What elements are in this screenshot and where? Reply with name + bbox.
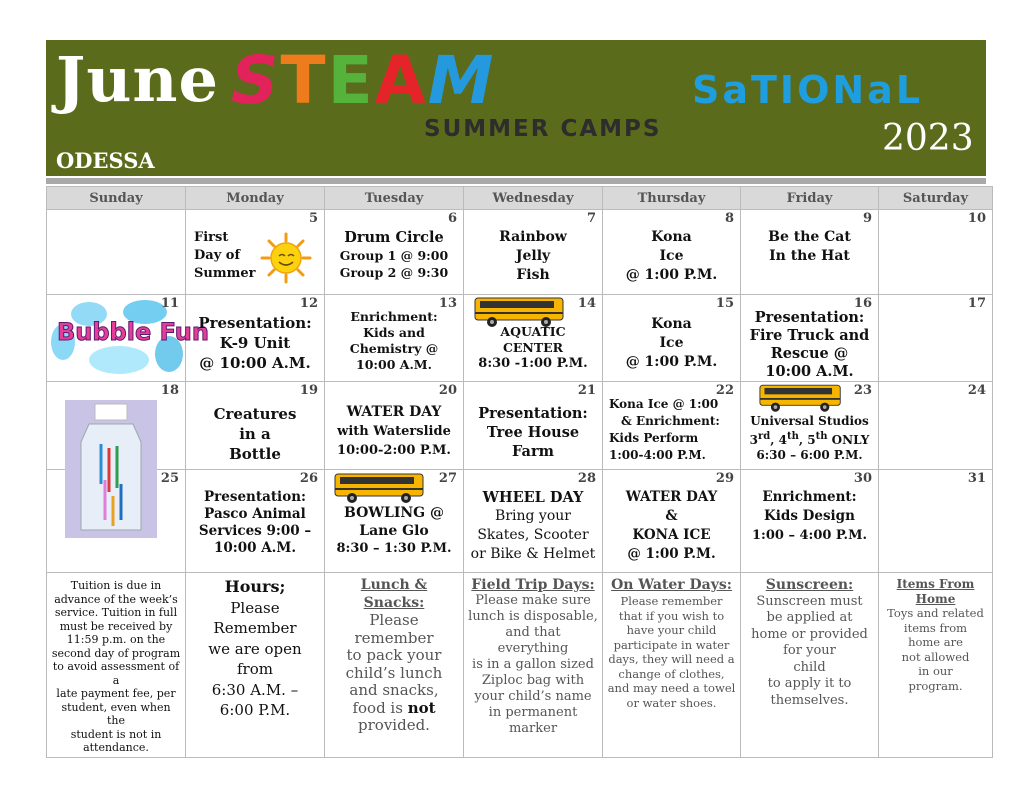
month-title: June	[56, 43, 219, 116]
note-line: in permanent	[488, 705, 578, 720]
event-line: Services 9:00 –	[198, 523, 312, 539]
day-number: 20	[438, 383, 457, 398]
event-line: Presentation:	[478, 405, 588, 422]
note-line: or water shoes.	[626, 695, 717, 710]
day-cell-5	[186, 210, 325, 295]
event-line: Lane Glo	[359, 523, 429, 539]
event-line: Drum Circle	[344, 229, 444, 246]
note-line: and that everything	[497, 625, 569, 656]
event-line: Kids and	[363, 325, 425, 340]
note-line: have your child	[626, 623, 717, 637]
day-cell-17	[879, 295, 993, 382]
week-row-2	[47, 295, 993, 382]
year-label: 2023	[882, 118, 974, 159]
event-drum-circle	[325, 228, 463, 281]
event-line: @ 10:00 A.M.	[199, 354, 311, 372]
note-line: items from	[903, 620, 968, 635]
calendar-grid	[46, 186, 993, 758]
weekday-sunday: Sunday	[47, 187, 186, 210]
event-line: Ice	[659, 335, 684, 351]
day-cell-7	[464, 210, 603, 295]
day-cell-14	[464, 295, 603, 382]
day-number: 25	[160, 471, 179, 486]
event-water-day	[325, 403, 463, 460]
day-cell-12	[186, 295, 325, 382]
day-cell-10	[879, 210, 993, 295]
note-line: advance of the week’s	[54, 592, 178, 606]
note-heading: Lunch & Snacks:	[360, 577, 428, 611]
event-line: Rescue @	[770, 345, 849, 362]
ordinal-number: , 5	[798, 433, 816, 447]
day-cell-21	[464, 382, 603, 470]
event-line: First	[194, 230, 229, 245]
note-line: 11:59 p.m. on the	[66, 633, 166, 646]
note-text: food is	[352, 698, 408, 717]
event-line: Chemistry @	[349, 341, 439, 356]
field-trip-text	[464, 573, 602, 739]
note-line: to pack your	[346, 646, 442, 664]
note-line: late payment fee, per	[56, 687, 176, 700]
note-line: Please make sure	[475, 593, 591, 608]
event-universal-studios	[741, 414, 878, 463]
note-line: marker	[508, 721, 558, 736]
sational-word: SaTIONaL	[692, 68, 924, 112]
event-line: or Bike & Helmet	[470, 546, 596, 562]
ordinal-number: , 4	[770, 433, 787, 447]
event-line: Presentation:	[203, 489, 306, 505]
event-kona-kids-perform	[603, 396, 740, 464]
day-number: 29	[715, 471, 734, 486]
note-lunch	[325, 573, 464, 758]
event-line: Kona Ice @ 1:00	[609, 397, 719, 411]
day-number: 10	[967, 211, 986, 226]
event-line: 10:00 A.M.	[213, 540, 297, 556]
event-kids-design	[741, 488, 878, 545]
day-cell-23	[741, 382, 879, 470]
note-line: and snacks,	[349, 681, 439, 699]
event-line: 10:00-2:00 P.M.	[337, 443, 451, 458]
event-line: KONA ICE	[632, 527, 711, 543]
event-line: Kona	[651, 229, 692, 245]
event-line: & Enrichment:	[621, 414, 720, 428]
event-line: Jelly	[515, 248, 551, 264]
water-days-text	[603, 573, 740, 712]
note-heading: Hours;	[224, 577, 286, 596]
steam-letter-a: A	[374, 42, 428, 119]
note-heading: Items From	[896, 577, 975, 591]
weekday-saturday: Saturday	[879, 187, 993, 210]
steam-letter-m: M	[427, 42, 496, 119]
day-cell-9	[741, 210, 879, 295]
event-line: with Waterslide	[337, 424, 451, 439]
event-line: Enrichment:	[762, 489, 857, 505]
note-line: in our	[918, 664, 953, 678]
event-line: Pasco Animal	[204, 506, 306, 522]
event-line: Fish	[516, 267, 550, 283]
day-number: 22	[715, 383, 734, 398]
day-cell-13	[325, 295, 464, 382]
weekday-header-row	[47, 187, 993, 210]
note-hours	[186, 573, 325, 758]
event-line: Group 1 @ 9:00	[339, 248, 449, 263]
day-number: 26	[299, 471, 318, 486]
week-row-3	[47, 382, 993, 470]
event-line: BOWLING @	[343, 505, 445, 521]
day-number: 17	[967, 296, 986, 311]
ordinal-number: 3	[749, 433, 759, 447]
note-line: participate in water	[613, 637, 730, 652]
steam-letter-s: S	[231, 42, 281, 119]
note-line: 6:00 P.M.	[219, 701, 291, 719]
day-cell-11	[47, 295, 209, 382]
event-line: Kona	[651, 316, 692, 332]
steam-logo	[231, 44, 495, 118]
day-cell-29	[603, 470, 741, 573]
event-pasco-animal-services	[186, 489, 324, 557]
day-cell-19	[186, 382, 325, 470]
event-line: Fire Truck and	[749, 327, 870, 344]
note-heading: On Water Days:	[611, 577, 732, 593]
event-line: 1:00 – 4:00 P.M.	[751, 528, 867, 543]
event-line: WATER DAY	[346, 404, 442, 420]
event-line: Bottle	[229, 445, 281, 463]
day-number: 15	[715, 296, 734, 311]
week-row-4	[47, 470, 993, 573]
hours-text	[186, 573, 324, 723]
steam-letter-t: T	[280, 42, 328, 119]
note-line: is in a gallon sized	[472, 657, 594, 672]
event-line: WATER DAY	[625, 489, 718, 505]
day-number: 7	[586, 211, 596, 226]
weekday-monday: Monday	[186, 187, 325, 210]
event-fire-truck	[741, 309, 878, 381]
event-line: 10:00 A.M.	[765, 363, 854, 380]
note-line: attendance.	[83, 741, 149, 754]
event-line: Ice	[659, 248, 684, 264]
day-cell-27	[325, 470, 464, 573]
note-line: Tuition is due in	[70, 579, 162, 592]
note-line: from	[237, 660, 273, 678]
note-line: not allowed	[901, 649, 970, 664]
note-line: service. Tuition in full	[54, 606, 178, 619]
note-line: Please	[230, 598, 280, 617]
school-bus-icon	[759, 383, 843, 413]
day-number: 5	[308, 211, 318, 226]
week-row-1	[47, 210, 993, 295]
day-number: 27	[438, 471, 457, 486]
note-line: Ziploc bag with	[481, 673, 585, 688]
day-number: 12	[299, 296, 318, 311]
event-line: Presentation:	[198, 314, 312, 332]
sunscreen-text	[741, 573, 878, 711]
lunch-text	[325, 573, 463, 737]
event-line: @ 1:00 P.M.	[627, 546, 716, 562]
ordinal-suffix: rd	[758, 431, 771, 442]
day-number: 23	[853, 383, 872, 398]
note-tuition	[47, 573, 186, 758]
note-line: home or provided	[751, 626, 868, 642]
weekday-wednesday: Wednesday	[464, 187, 603, 210]
ordinal-suffix: th	[787, 431, 799, 442]
note-water-days	[603, 573, 741, 758]
event-line: WHEEL DAY	[482, 489, 584, 506]
note-line: Please remember	[354, 611, 434, 647]
ordinal-only: ONLY	[827, 433, 870, 447]
school-bus-icon	[330, 472, 430, 504]
note-line	[329, 700, 459, 718]
note-line: change of clothes,	[618, 666, 725, 681]
event-aquatic-center	[464, 324, 602, 372]
policy-notes-row	[47, 573, 993, 758]
note-line: days, they will need a	[608, 652, 735, 666]
event-line: Be the Cat	[768, 229, 851, 245]
weekday-thursday: Thursday	[603, 187, 741, 210]
event-line	[741, 429, 878, 448]
note-line: home are	[908, 635, 963, 649]
note-sunscreen	[741, 573, 879, 758]
day-cell-22	[603, 382, 741, 470]
note-line: your child’s name	[474, 689, 592, 704]
event-line: Tree House	[486, 424, 580, 441]
event-line: Kids Design	[764, 508, 855, 524]
tuition-text	[47, 573, 185, 757]
day-cell-16	[741, 295, 879, 382]
note-line: themselves.	[770, 692, 849, 708]
note-line: lunch is disposable,	[468, 609, 598, 624]
note-line: student, even when the	[61, 700, 171, 727]
event-cat-in-hat	[741, 228, 878, 266]
note-emphasis: not	[407, 698, 436, 717]
event-water-kona	[603, 488, 740, 564]
event-kids-chemistry	[325, 309, 463, 373]
weekday-tuesday: Tuesday	[325, 187, 464, 210]
note-line: that if you wish to	[618, 608, 725, 623]
event-line: 6:30 – 6:00 P.M.	[756, 448, 863, 462]
calendar-banner	[46, 40, 986, 176]
event-line: Day of	[194, 248, 241, 263]
day-number: 31	[967, 471, 986, 486]
note-heading: Home	[915, 591, 956, 606]
day-number: 13	[438, 296, 457, 311]
weekday-friday: Friday	[741, 187, 879, 210]
day-cell-6	[325, 210, 464, 295]
note-line: child	[793, 659, 826, 675]
note-heading: Sunscreen:	[765, 577, 854, 593]
event-line: Bring your	[495, 508, 571, 524]
day-number: 21	[577, 383, 596, 398]
day-cell-31	[879, 470, 993, 573]
note-line: provided.	[358, 716, 430, 734]
day-number: 11	[160, 296, 179, 311]
event-tree-house-farm	[464, 404, 602, 461]
event-line: K-9 Unit	[219, 334, 291, 352]
note-line: program.	[908, 678, 963, 693]
event-line: 10:00 A.M.	[356, 357, 432, 372]
note-line: Remember	[213, 619, 297, 637]
note-line: Sunscreen must	[756, 593, 863, 609]
event-line: 1:00-4:00 P.M.	[609, 448, 706, 462]
event-line: Skates, Scooter	[477, 527, 589, 543]
items-text	[879, 573, 992, 695]
note-line: to avoid assessment of a	[52, 660, 180, 687]
day-cell-30	[741, 470, 879, 573]
day-number: 18	[160, 383, 179, 398]
event-line: Kids Perform	[609, 431, 699, 445]
event-line: in a	[239, 425, 271, 443]
day-cell-24	[879, 382, 993, 470]
event-line: @ 1:00 P.M.	[625, 354, 718, 370]
day-cell-18	[47, 382, 186, 470]
event-line: Rainbow	[499, 229, 567, 245]
event-k9-unit	[186, 313, 324, 373]
event-kona-ice	[603, 315, 740, 372]
day-number: 9	[862, 211, 872, 226]
event-wheel-day	[464, 488, 602, 564]
note-line: student is not in	[70, 727, 162, 741]
event-creatures-bottle	[186, 404, 324, 464]
day-cell-20	[325, 382, 464, 470]
note-line: to apply it to	[767, 676, 852, 691]
event-line: &	[665, 508, 678, 524]
event-line: Farm	[512, 443, 554, 460]
steam-letter-e: E	[327, 42, 375, 119]
day-number: 28	[577, 471, 596, 486]
event-line: Summer	[194, 266, 256, 281]
event-kona-ice	[603, 228, 740, 285]
bubble-text: Bubble Fun	[57, 318, 209, 346]
note-line: child’s lunch	[345, 663, 443, 682]
day-number: 19	[299, 383, 318, 398]
note-line: and may need a towel	[607, 681, 736, 695]
event-rainbow-jelly-fish	[464, 228, 602, 285]
banner-divider	[46, 178, 986, 184]
event-line: Enrichment:	[350, 309, 438, 324]
day-cell-28	[464, 470, 603, 573]
note-line: second day of program	[51, 646, 181, 660]
day-number: 30	[853, 471, 872, 486]
note-line: we are open	[208, 639, 302, 658]
event-bowling	[325, 504, 463, 558]
day-cell-25	[47, 470, 186, 573]
event-line: Creatures	[213, 405, 297, 423]
note-line: Please remember	[620, 594, 723, 608]
day-cell-empty	[47, 210, 186, 295]
day-number: 14	[577, 296, 596, 311]
city-label: ODESSA	[56, 148, 155, 173]
note-line: for your	[783, 643, 836, 658]
note-field-trip	[464, 573, 603, 758]
ordinal-suffix: th	[815, 431, 828, 442]
smiling-sun-icon	[260, 232, 312, 284]
event-line: Group 2 @ 9:30	[339, 265, 449, 280]
event-line: 8:30 -1:00 P.M.	[478, 356, 588, 371]
event-line: Presentation:	[754, 309, 865, 326]
note-line: 6:30 A.M. –	[211, 680, 299, 699]
summer-camps-subtitle: SUMMER CAMPS	[424, 116, 662, 142]
event-line: 8:30 – 1:30 P.M.	[336, 541, 452, 556]
day-cell-26	[186, 470, 325, 573]
day-cell-15	[603, 295, 741, 382]
day-cell-8	[603, 210, 741, 295]
day-number: 24	[967, 383, 986, 398]
day-number: 6	[447, 211, 457, 226]
event-line: AQUATIC	[500, 324, 566, 339]
note-items-from-home	[879, 573, 993, 758]
event-line: CENTER	[502, 340, 564, 355]
event-line: @ 1:00 P.M.	[625, 267, 718, 283]
event-line: In the Hat	[769, 248, 850, 264]
note-line: must be received by	[59, 619, 173, 633]
day-number: 16	[853, 296, 872, 311]
note-line: be applied at	[766, 610, 853, 625]
day-number: 8	[724, 211, 734, 226]
event-line: Universal Studios	[750, 414, 869, 428]
note-heading: Field Trip Days:	[471, 577, 595, 593]
note-line: Toys and related	[887, 606, 984, 620]
